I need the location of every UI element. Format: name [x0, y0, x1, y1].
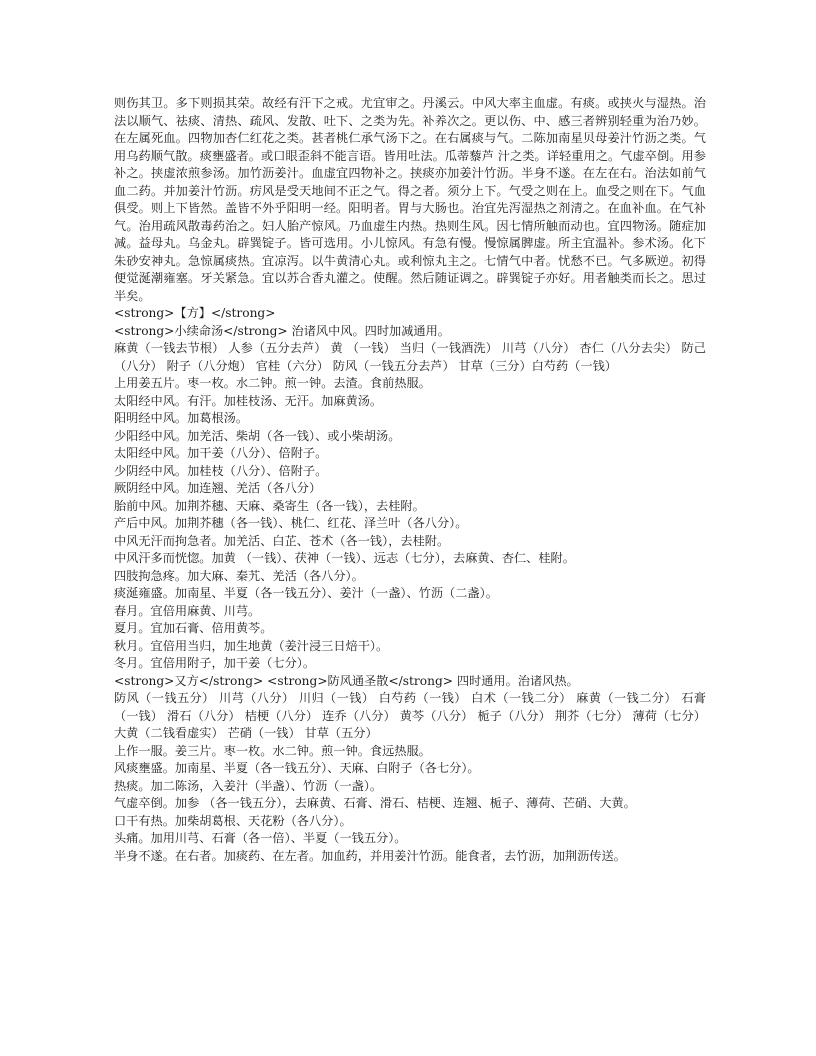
text-block-taiqian_zhongfeng: 胎前中风。加荆芥穗、天麻、桑寄生（各一钱），去桂附。: [114, 498, 425, 513]
document-text-body: [114, 95, 706, 865]
text-block-qixu_cudao: 气虚卒倒。加参 （各一钱五分），去麻黄、石膏、滑石、桔梗、连翘、栀子、薄荷、芒硝、大黄。: [114, 796, 636, 810]
text-block-handuo_huanghu: 中风汗多而恍惚。加黄 （一钱）、茯神（一钱）、远志（七分），去麻黄、杏仁、桂附。: [114, 551, 575, 565]
text-block-taiyang_jing_1: 太阳经中风。有汗。加桂枝汤、无汗。加麻黄汤。: [114, 393, 383, 408]
text-block-heading_fang: <strong>【方】</strong>: [114, 306, 276, 320]
text-block-fangfeng_tongsheng_title: <strong>又方</strong> <strong>防风通圣散</strong> 四时通用。治诸风热。: [114, 673, 579, 688]
text-block-fangfeng_tongsheng_ingredients: 防风（一钱五分） 川芎（八分） 川归（一钱） 白芍药（一钱） 白术（一钱二分） 麻黄（一钱二分） 石膏（一钱） 滑石（八分） 桔梗（八分） 连乔（八分） 黄芩（八分） 栀子（八分） 荆芥（七分） 薄荷（七分） 大黄（二钱看虚实） 芒硝（一钱） 甘草（五分）: [114, 691, 706, 740]
text-block-xia_yue: 夏月。宜加石膏、倍用黄芩。: [114, 621, 273, 635]
text-block-fengtan_yongsheng: 风痰壅盛。加南星、半夏（各一钱五分）、天麻、白附子（各七分）。: [114, 761, 480, 775]
text-block-toutong: 头痛。加用川芎、石膏（各一倍）、半夏（一钱五分）。: [114, 831, 407, 845]
text-block-intro_paragraph: 则伤其卫。多下则损其荣。故经有汗下之戒。尤宜审之。丹溪云。中风大率主血虚。有痰。或挟火与湿热。治法以顺气、祛痰、清热、疏风、发散、吐下、之类为先。补养次之。更以伤、中、感三者辨别轻重为治乃妙。在左属死血。四物加杏仁红花之类。甚者桃仁承气汤下之。在右属痰与气。二陈加南星贝母姜汁竹沥之类。气用乌药顺气散。痰壅盛者。或口眼歪斜不能言语。皆用吐法。瓜蒂藜芦 汁之类。详轻重用之。气虚卒倒。用参 补之。挟虚浓煎参汤。加竹沥姜汁。血虚宜四物补之。挟痰亦加姜汁竹沥。半身不遂。在左在右。治法如前气血二药。并加姜汁竹沥。疠风是受天地间不正之气。得之者。须分上下。气受之则在上。血受之则在下。气血俱受。则上下皆然。盖皆不外乎阳明一经。阳明者。胃与大肠也。治宜先泻湿热之剂清之。在血补血。在气补气。治用疏风散毒药治之。妇人胎产惊风。乃血虚生内热。热则生风。因七情所触而动也。宜四物汤。随症加减。益母丸。乌金丸。辟巽锭子。皆可选用。小儿惊风。有急有慢。慢惊属脾虚。所主宜温补。参术汤。化下朱砂安神丸。急惊属痰热。宜凉泻。以牛黄清心丸。或利惊丸主之。七情气中者。忧愁不已。气多厥逆。初得便觉涎潮雍塞。牙关紧急。宜以苏合香丸灌之。使醒。然后随证调之。辟巽锭子亦好。用者触类而长之。思过半矣。: [114, 96, 706, 303]
text-block-qiu_yue: 秋月。宜倍用当归，加生地黄（姜汁浸三日焙干）。: [114, 638, 389, 653]
text-block-tanxian_yongsheng: 痰涎雍盛。加南星、半夏（各一钱五分）、姜汁（一盏）、竹沥（二盏）。: [114, 586, 498, 600]
text-block-dong_yue: 冬月。宜倍用附子，加干姜（七分）。: [114, 656, 316, 670]
text-block-wuhan_jujizhe: 中风无汗而拘急者。加羌活、白芷、苍术（各一钱），去桂附。: [114, 533, 450, 548]
text-block-fangfeng_usage: 上作一服。姜三片。枣一枚。水二钟。煎一钟。食远热服。: [114, 743, 431, 758]
text-block-xiaoxuming_tang_usage: 上用姜五片。枣一枚。水二钟。煎一钟。去渣。食前热服。: [114, 376, 431, 390]
text-block-chun_yue: 春月。宜倍用麻黄、川芎。: [114, 603, 261, 618]
text-block-retan: 热痰。加二陈汤，入姜汁（半盏）、竹沥（一盏）。: [114, 778, 383, 793]
text-block-shaoyin_jing: 少阴经中风。加桂枝（八分）、倍附子。: [114, 463, 328, 478]
text-block-xiaoxuming_tang_title: <strong>小续命汤</strong> 治诸风中风。四时加减通用。: [114, 323, 450, 338]
text-block-shaoyang_jing: 少阳经中风。加羌活、柴胡（各一钱）、或小柴胡汤。: [114, 428, 401, 443]
text-block-kougan_youre: 口干有热。加柴胡葛根、天花粉（各八分）。: [114, 813, 352, 828]
text-block-jueyin_jing: 厥阴经中风。加连翘、羌活（各八分）: [114, 481, 322, 495]
text-block-chanhou_zhongfeng: 产后中风。加荆芥穗（各一钱）、桃仁、红花、泽兰叶（各八分）。: [114, 516, 468, 530]
text-block-yangming_jing: 阳明经中风。加葛根汤。: [114, 411, 249, 425]
text-block-sizhi_jujiteng: 四肢拘急疼。加大麻、秦艽、羌活（各八分）。: [114, 568, 364, 583]
text-block-taiyang_jing_2: 太阳经中风。加干姜（八分）、倍附子。: [114, 446, 328, 460]
text-block-xiaoxuming_tang_ingredients: 麻黄（一钱去节根） 人参（五分去芦） 黄 （一钱） 当归（一钱酒洗） 川芎（八分） 杏仁（八分去尖） 防己（八分） 附子（八分炮） 官桂（六分） 防风（一钱五分去芦） 甘草（三分）白芍药（一钱）: [114, 341, 706, 373]
text-block-banshen_busui: 半身不遂。在右者。加痰药、在左者。加血药，并用姜汁竹沥。能食者，去竹沥，加荆沥传送。: [114, 848, 626, 863]
